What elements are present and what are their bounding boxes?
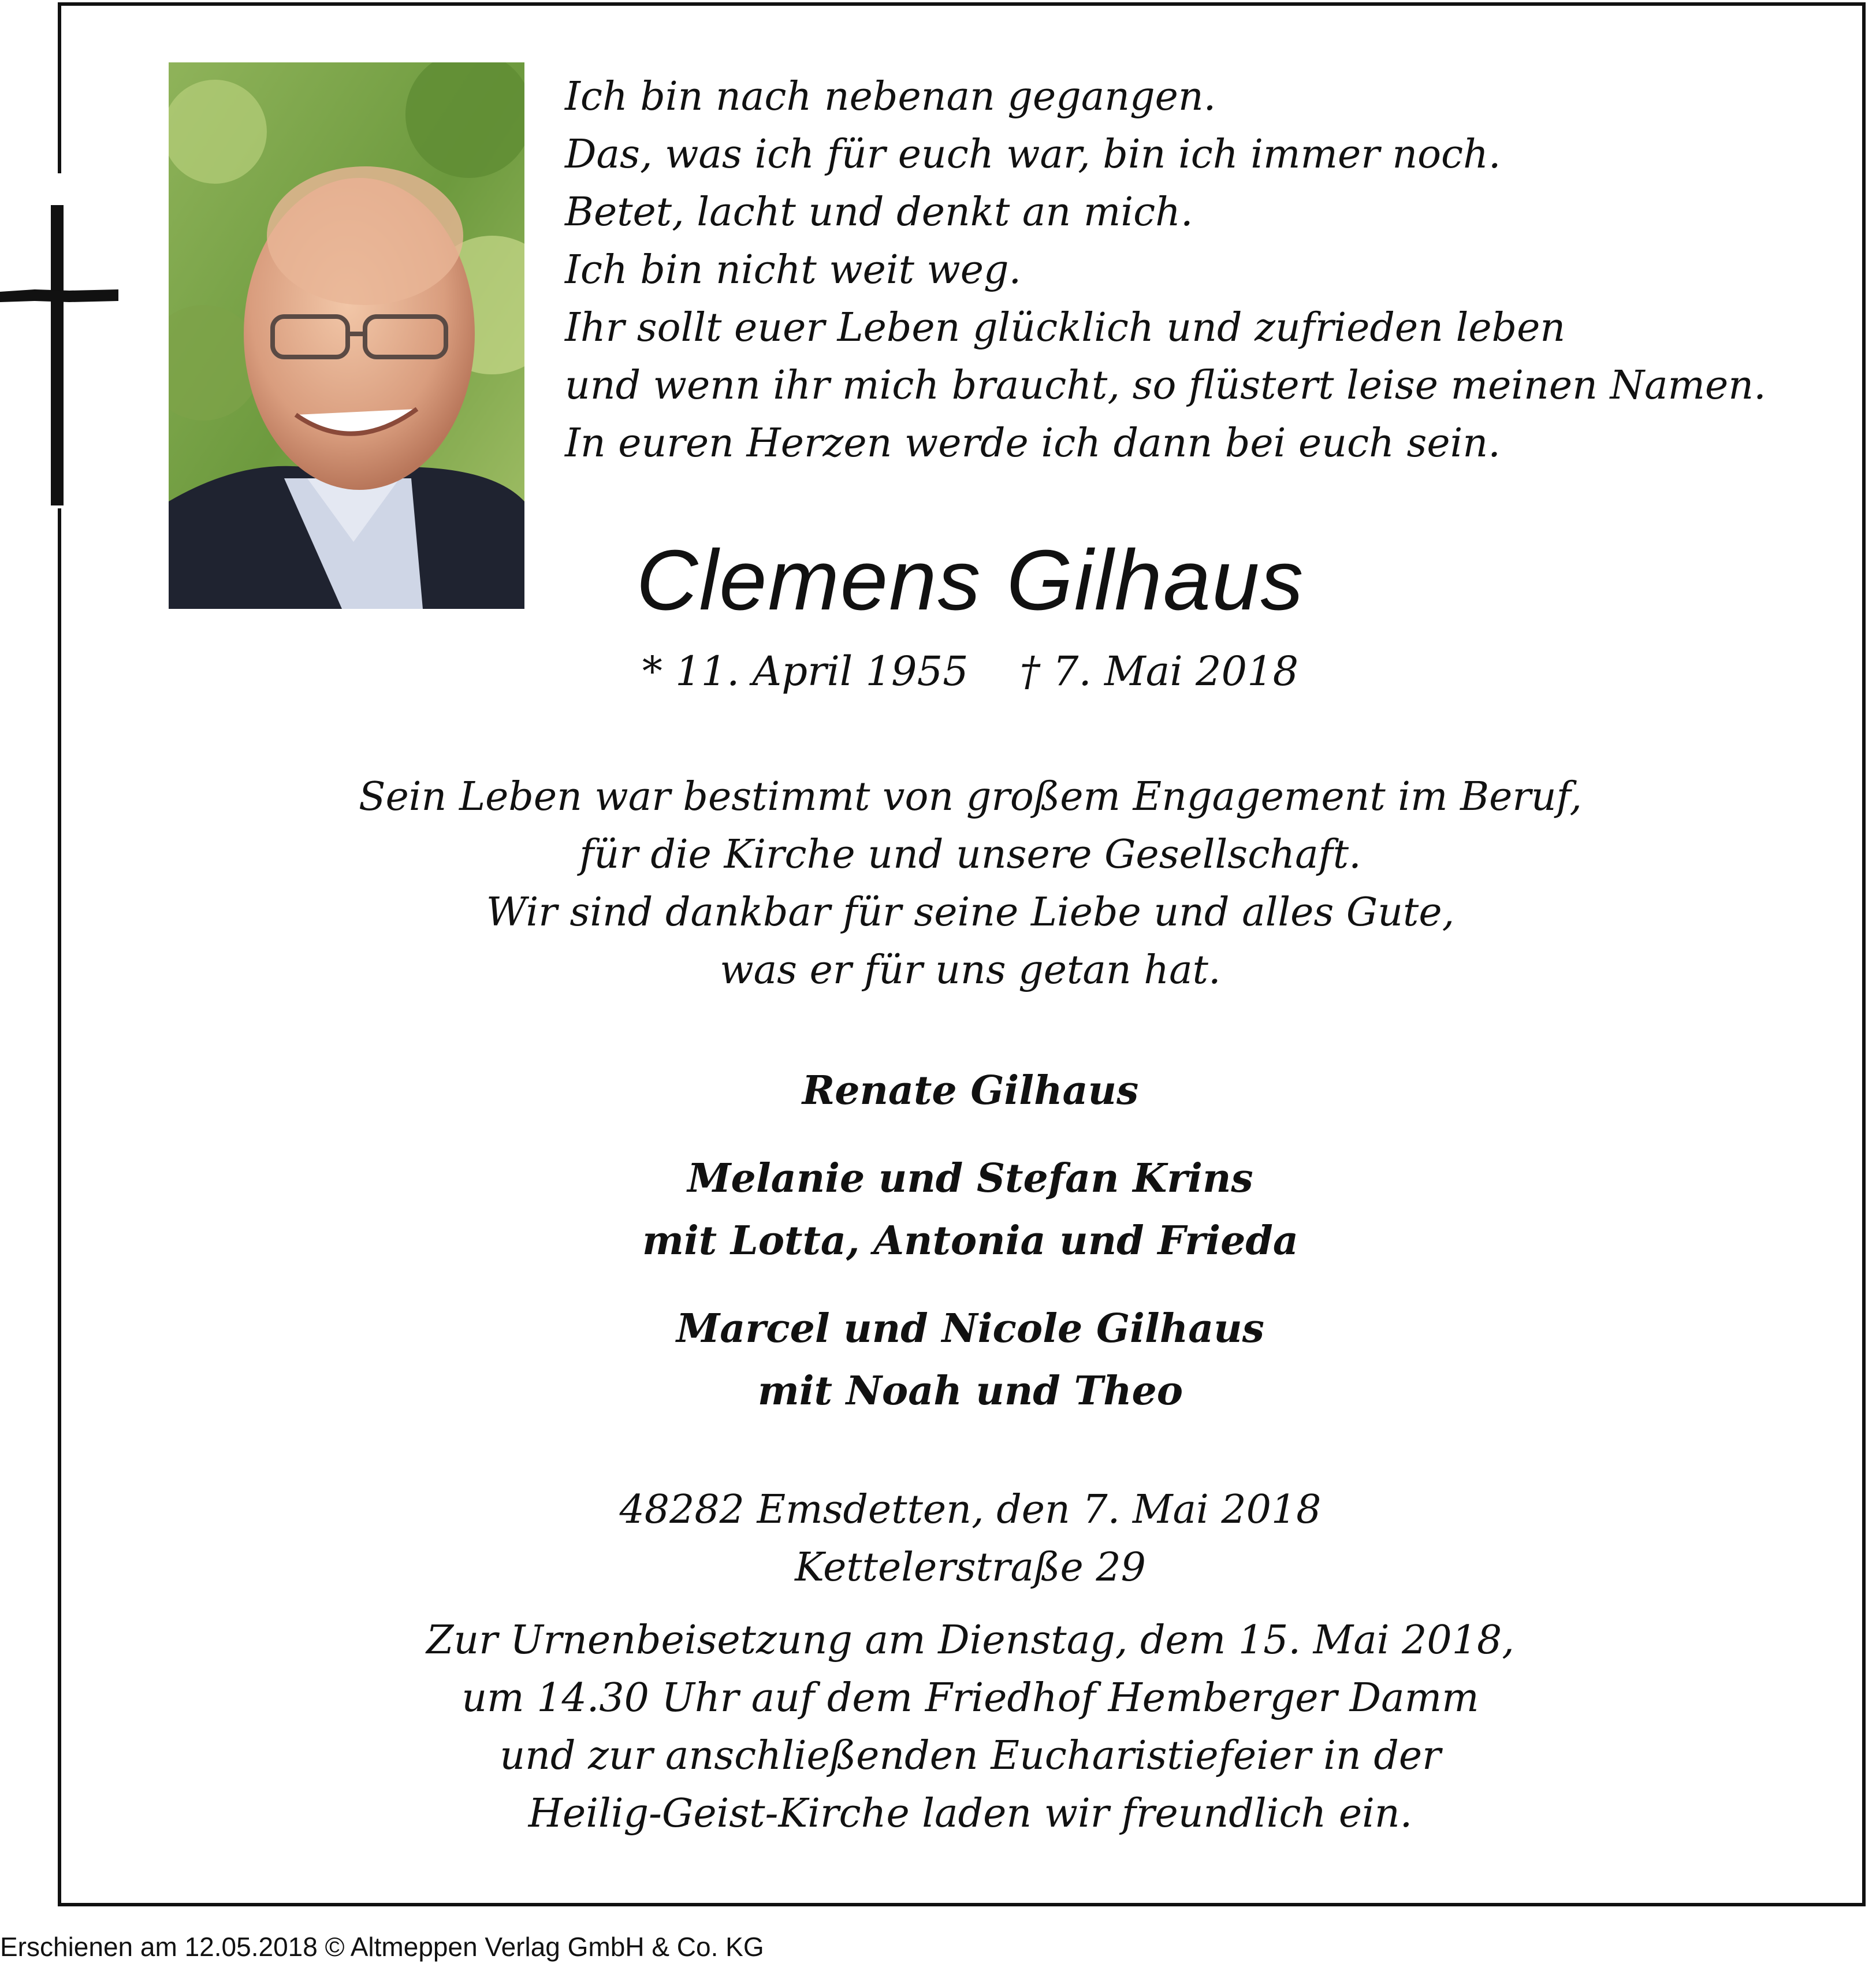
family-member: Melanie und Stefan Krins	[687, 1155, 1253, 1202]
tribute-line: Sein Leben war bestimmt von großem Engagement im Beruf,	[358, 774, 1583, 820]
publication-footer: Erschienen am 12.05.2018 © Altmeppen Verlag GmbH & Co. KG	[0, 1932, 764, 1962]
service-line: und zur anschließenden Eucharistiefeier in der	[500, 1733, 1441, 1779]
poem-line: Ich bin nicht weit weg.	[565, 247, 1022, 293]
family-group-gilhaus	[116, 1297, 1825, 1422]
tribute-text	[116, 768, 1825, 999]
life-dates: * 11. April 1955 † 7. Mai 2018	[642, 648, 1299, 695]
family-member: mit Noah und Theo	[757, 1368, 1183, 1414]
deceased-name: Clemens Gilhaus	[636, 533, 1305, 628]
poem-line: Betet, lacht und denkt an mich.	[565, 189, 1193, 235]
family-member: Renate Gilhaus	[802, 1068, 1139, 1114]
family-member: Marcel und Nicole Gilhaus	[676, 1306, 1264, 1352]
family-group-spouse	[116, 1059, 1825, 1122]
poem-line: Das, was ich für euch war, bin ich immer noch.	[565, 132, 1501, 177]
address-block	[116, 1481, 1825, 1597]
poem-line: und wenn ihr mich braucht, so flüstert leise meinen Namen.	[565, 363, 1766, 408]
service-line: um 14.30 Uhr auf dem Friedhof Hemberger Damm	[461, 1675, 1479, 1721]
tribute-line: was er für uns getan hat.	[720, 947, 1221, 993]
address-line: 48282 Emsdetten, den 7. Mai 2018	[619, 1487, 1322, 1533]
tribute-line: für die Kirche und unsere Gesellschaft.	[579, 832, 1361, 878]
poem-line: Ihr sollt euer Leben glücklich und zufrieden leben	[565, 305, 1566, 351]
cross-icon	[0, 205, 121, 505]
address-line: Kettelerstraße 29	[795, 1545, 1146, 1590]
service-line: Zur Urnenbeisetzung am Dienstag, dem 15. Mai 2018,	[426, 1618, 1514, 1663]
family-member: mit Lotta, Antonia und Frieda	[642, 1218, 1298, 1264]
portrait-photo	[169, 62, 524, 609]
tribute-line: Wir sind dankbar für seine Liebe und alles Gute,	[486, 890, 1455, 935]
poem	[565, 68, 1847, 473]
service-info	[116, 1612, 1825, 1843]
service-line: Heilig-Geist-Kirche laden wir freundlich ein.	[528, 1791, 1413, 1836]
poem-line: In euren Herzen werde ich dann bei euch sein.	[565, 421, 1501, 466]
family-group-krins	[116, 1147, 1825, 1272]
poem-line: Ich bin nach nebenan gegangen.	[565, 74, 1216, 120]
